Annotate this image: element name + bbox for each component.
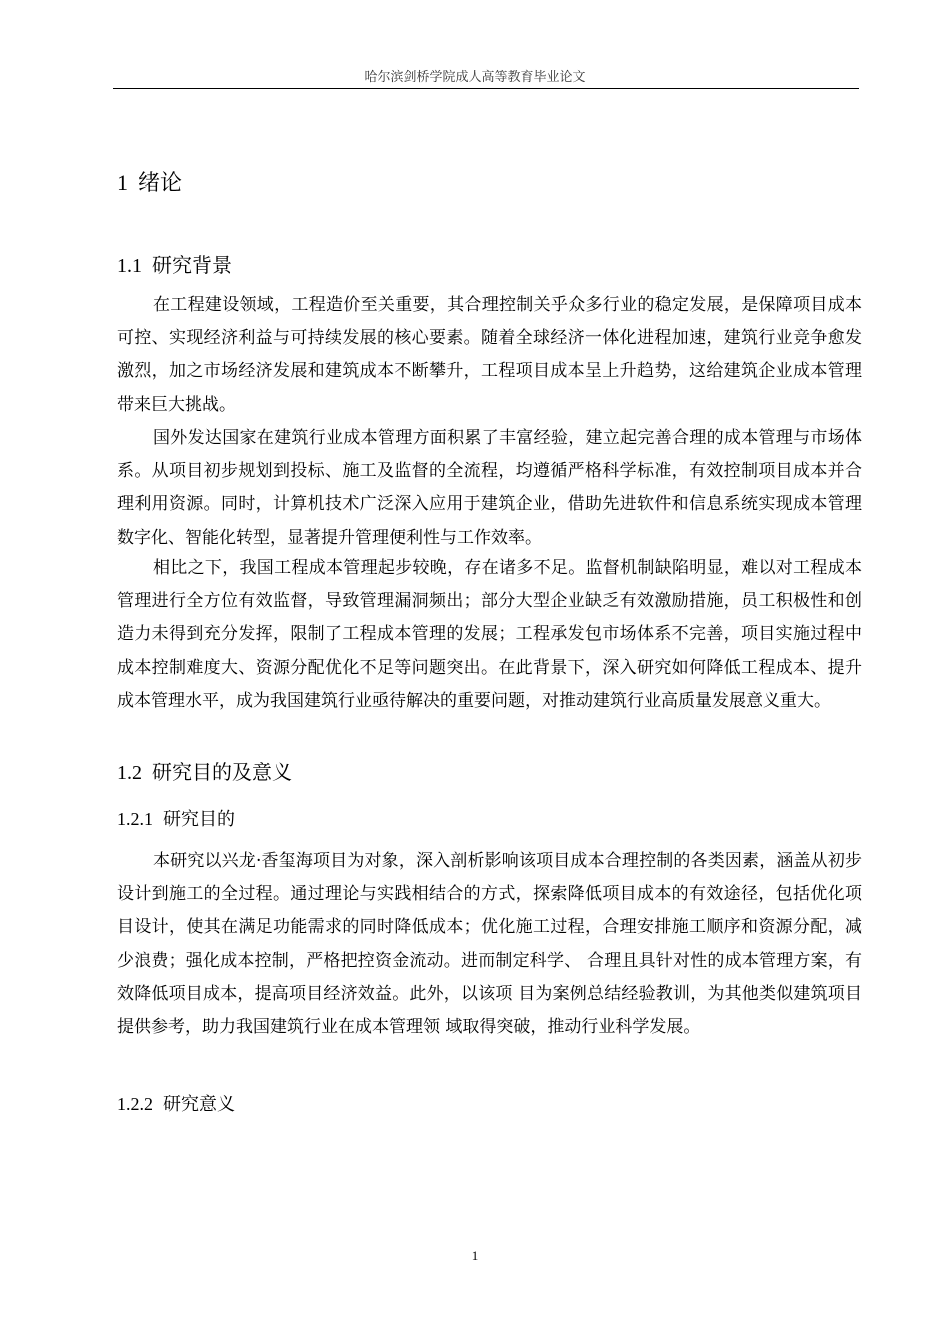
section-title: 研究目的及意义 <box>152 760 292 784</box>
subsection-title: 研究意义 <box>163 1094 235 1115</box>
subsection-heading-1-2-1 <box>117 805 235 831</box>
section-heading-1-2 <box>117 756 292 785</box>
subsection-heading-1-2-2 <box>117 1090 235 1116</box>
section-heading-1-1 <box>117 249 232 278</box>
paragraph-background-3: 相比之下，我国工程成本管理起步较晚，存在诸多不足。监督机制缺陷明显，难以对工程成本管理进行全方位有效监督，导致管理漏洞频出；部分大型企业缺乏有效激励措施，员工积极性和创造力未得到充分发挥，限制了工程成本管理的发展；工程承发包市场体系不完善，项目实施过程中成本控制难度大、资源分配优化不足等问题突出。在此背景下，深入研究如何降低工程成本、提升成本管理水平，成为我国建筑行业亟待解决的重要问题，对推动建筑行业高质量发展意义重大。 <box>117 558 862 711</box>
chapter-heading <box>117 166 182 197</box>
section-title: 研究背景 <box>152 253 232 277</box>
paragraph-background-2: 国外发达国家在建筑行业成本管理方面积累了丰富经验，建立起完善合理的成本管理与市场体系。从项目初步规划到投标、施工及监督的全流程，均遵循严格科学标准，有效控制项目成本并合理利用资源。同时，计算机技术广泛深入应用于建筑企业，借助先进软件和信息系统实现成本管理数字化、智能化转型，显著提升管理便利性与工作效率。 <box>117 428 862 548</box>
paragraph-purpose: 本研究以兴龙·香玺海项目为对象，深入剖析影响该项目成本合理控制的各类因素，涵盖从初步设计到施工的全过程。通过理论与实践相结合的方式，探索降低项目成本的有效途径，包括优化项目设计，使其在满足功能需求的同时降低成本；优化施工过程，合理安排施工顺序和资源分配，减少浪费；强化成本控制，严格把控资金流动。进而制定科学、 合理且具针对性的成本管理方案，有效降低项目成本，提高项目经济效益。此外，以该项 目为案例总结经验教训，为其他类似建筑项目提供参考，助力我国建筑行业在成本管理领 域取得突破，推动行业科学发展。 <box>117 851 862 1038</box>
paragraph-background-1: 在工程建设领域，工程造价至关重要，其合理控制关乎众多行业的稳定发展，是保障项目成本可控、实现经济利益与可持续发展的核心要素。随着全球经济一体化进程加速，建筑行业竞争愈发激烈，加之市场经济发展和建筑成本不断攀升，工程项目成本呈上升趋势，这给建筑企业成本管理带来巨大挑战。 <box>117 295 862 415</box>
subsection-number: 1.2.1 <box>117 809 153 829</box>
chapter-number: 1 <box>117 170 128 195</box>
subsection-number: 1.2.2 <box>117 1094 153 1114</box>
page-number: 1 <box>471 1248 479 1263</box>
chapter-title: 绪论 <box>138 171 183 196</box>
header-rule <box>113 88 859 89</box>
subsection-title: 研究目的 <box>163 809 235 830</box>
section-number: 1.2 <box>117 762 142 784</box>
section-number: 1.1 <box>117 255 142 277</box>
running-header: 哈尔滨剑桥学院成人高等教育毕业论文 <box>364 70 586 85</box>
